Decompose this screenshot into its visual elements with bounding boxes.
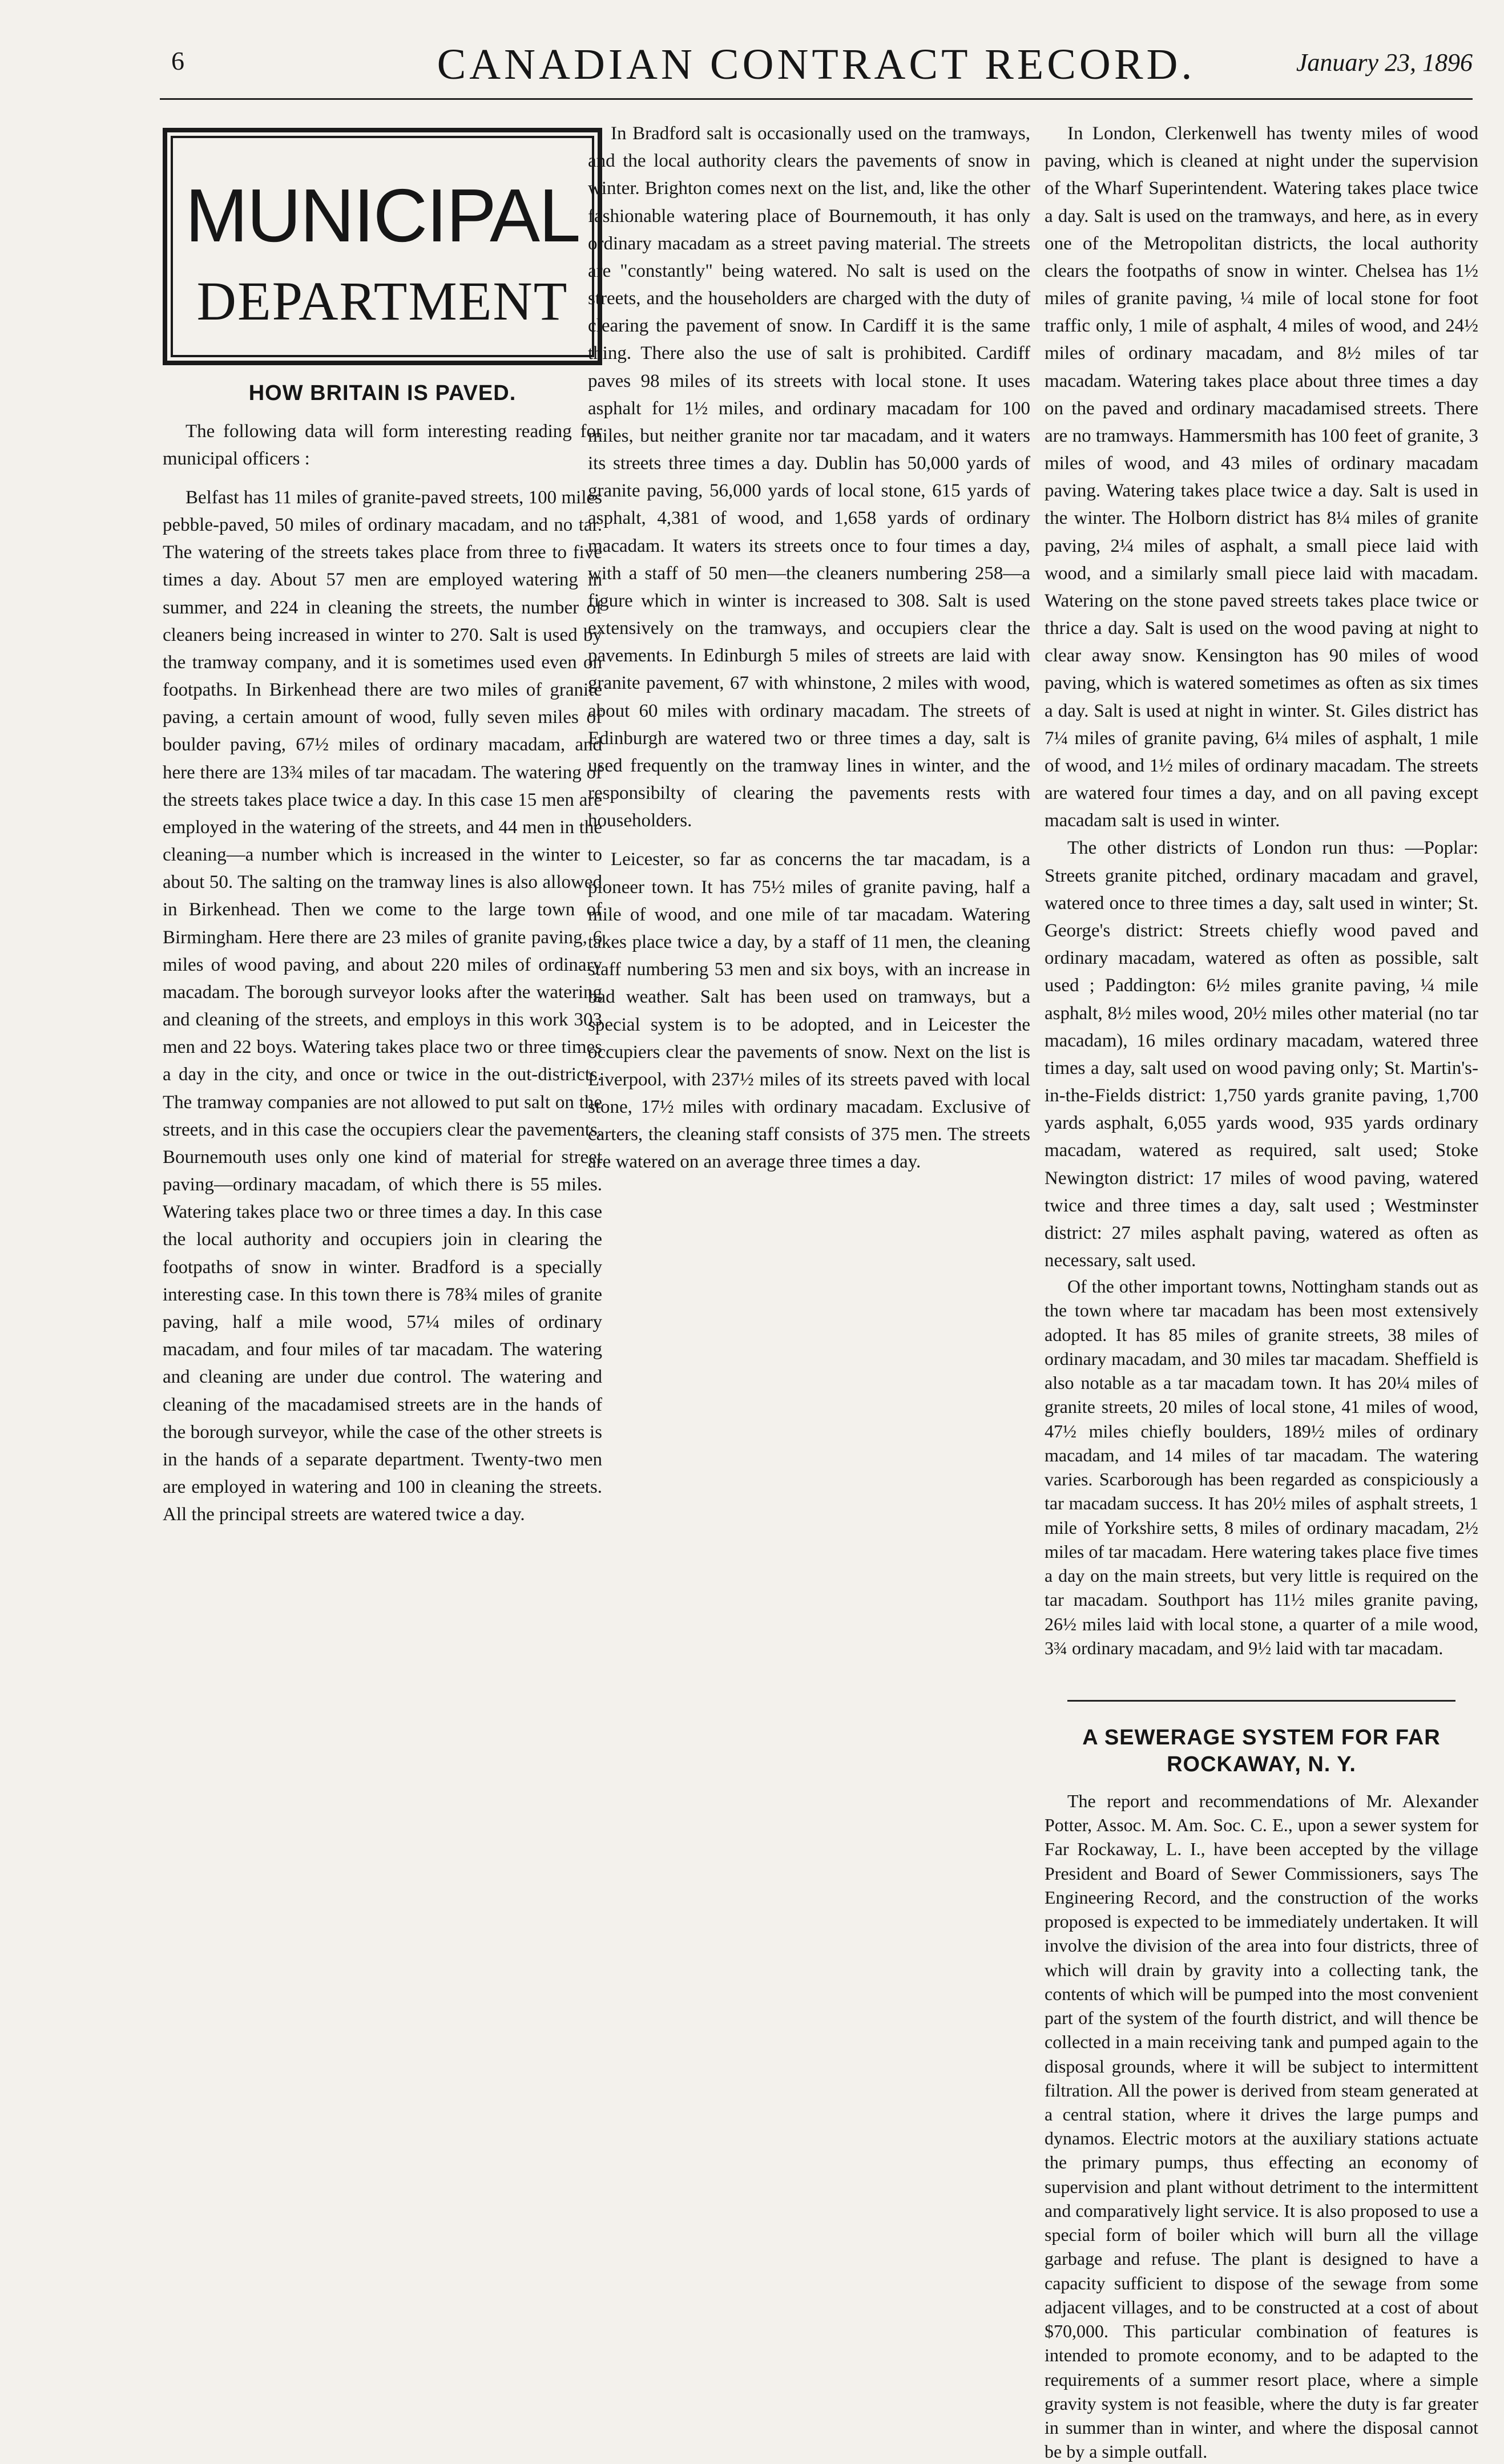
issue-date: January 23, 1896	[1296, 49, 1473, 76]
page-header	[160, 30, 1473, 100]
article-paragraph: In London, Clerkenwell has twenty miles of wood paving, which is cleaned at night under the supervision of the Wharf Superintendent. Watering takes place twice a day. Salt is used on the tramways, and here, as in every one of the Metropolitan districts, the local authority clears the footpaths of snow in winter. Chelsea has 1½ miles of granite paving, ¼ mile of local stone for foot traffic only, 1 mile of asphalt, 4 miles of wood, and 24½ miles of ordinary macadam, and 8½ miles of tar macadam. Watering takes place about three times a day on the paved and ordinary macadamised streets. There are no tramways. Hammersmith has 100 feet of granite, 3 miles of wood, and 43 miles of ordinary macadam paving. Watering takes place twice a day. Salt is used in the winter. The Holborn district has 8¼ miles of granite paving, 2¼ miles of asphalt, a small piece laid with wood, and a similarly small piece laid with macadam. Watering on the stone paved streets takes place twice or thrice a day. Salt is used on the wood paving at night to clear away snow. Kensington has 90 miles of wood paving, which is watered sometimes as often as six times a day. Salt is used at night in winter. St. Giles district has 7¼ miles of granite paving, 6¼ miles of asphalt, 1 mile of wood, and 1½ miles of ordinary macadam. The streets are watered four times a day, and on all paving except macadam salt is used in winter.	[1045, 123, 1478, 831]
department-banner	[163, 128, 602, 365]
article-paragraph: Leicester, so far as concerns the tar macadam, is a pioneer town. It has 75½ miles of granite paving, half a mile of wood, and one mile of tar macadam. Watering takes place twice a day, by a staff of 11 men, the cleaning staff numbering 53 men and six boys, with an increase in bad weather. Salt has been used on tramways, but a special system is to be adopted, and in Leicester the occupiers clear the pavements of snow. Next on the list is Liverpool, with 237½ miles of its streets paved with local stone, 17½ miles with ordinary macadam. Exclusive of carters, the cleaning staff consists of 375 men. The streets are watered on an average three times a day.	[588, 849, 1030, 1173]
column-3	[1045, 120, 1478, 2464]
article-paragraph: The other districts of London run thus: —Poplar: Streets granite pitched, ordinary macadam and gravel, watered once to three times a day, salt used in winter; St. George's district: Streets chiefly wood paved and ordinary macadam, watered as often as possible, salt used ; Paddington: 6½ miles granite paving, ¼ mile asphalt, 8½ miles wood, 20½ miles other material (no tar macadam), 16 miles ordinary macadam, watered three times a day, salt used on wood paving only; St. Martin's-in-the-Fields district: 1,750 yards granite paving, 1,700 yards asphalt, 6,055 yards wood, 935 yards ordinary macadam, watered as required, salt used; Stoke Newington district: 17 miles of wood paving, watered twice and three times a day, salt used ; Westminster district: 27 miles asphalt paving, watered as often as necessary, salt used.	[1045, 838, 1478, 1271]
page-number: 6	[171, 46, 184, 75]
article-paragraph: The report and recommendations of Mr. Alexander Potter, Assoc. M. Am. Soc. C. E., upon a sewer system for Far Rockaway, L. I., have been accepted by the village President and Board of Sewer Commissioners, says The Engineering Record, and the construction of the works proposed is expected to be immediately undertaken. It will involve the division of the area into four districts, three of which will drain by gravity into a collecting tank, the contents of which will be pumped into the most convenient part of the system of the fourth district, and will thence be collected in a main receiving tank and pumped again to the disposal grounds, where it will be subject to intermittent filtration. All the power is derived from steam generated at a central station, where it drives the large pumps and dynamos. Electric motors at the auxiliary stations actuate the primary pumps, thus effecting an economy of supervision and plant without detriment to the intermittent and comparatively light service. It is also proposed to use a special form of boiler which will burn all the village garbage and refuse. The plant is designed to have a capacity sufficient to dispose of the sewage from some adjacent villages, and to be constructed at a cost of about $70,000. This particular combination of features is intended to promote economy, and to be adapted to the requirements of a summer resort place, where a simple gravity system is not feasible, where the duty is far greater in summer than in winter, and where the disposal cannot be by a simple outfall.	[1045, 1790, 1478, 2462]
publication-title: CANADIAN CONTRACT RECORD.	[437, 41, 1196, 88]
article-paragraph: In Bradford salt is occasionally used on the tramways, and the local authority clears the pavements of snow in winter. Brighton comes next on the list, and, like the other fashionable watering place of Bournemouth, it has only ordinary macadam as a street paving material. The streets are "constantly" being watered. No salt is used on the streets, and the householders are charged with the duty of clearing the pavement of snow. In Cardiff it is the same thing. There also the use of salt is prohibited. Cardiff paves 98 miles of its streets with local stone. It uses asphalt for 1½ miles, and ordinary macadam for 100 miles, but neither granite nor tar macadam, and it waters its streets three times a day. Dublin has 50,000 yards of granite paving, 56,000 yards of local stone, 615 yards of asphalt, 4,381 of wood, and 1,658 yards of ordinary macadam. It waters its streets once to four times a day, with a staff of 50 men—the cleaners numbering 258—a figure which in winter is increased to 308. Salt is used extensively on the tramways, and occupiers clear the pavements. In Edinburgh 5 miles of streets are laid with granite pavement, 67 with whinstone, 2 miles with wood, about 60 miles with ordinary macadam. The streets of Edinburgh are watered two or three times a day, salt is used frequently on the tramway lines in winter, and the responsibilty of clearing the pavements rests with householders.	[588, 123, 1030, 831]
article-paragraph: Of the other important towns, Nottingham stands out as the town where tar macadam has been most extensively adopted. It has 85 miles of granite streets, 38 miles of ordinary macadam, and 30 miles tar macadam. Sheffield is also notable as a tar macadam town. It has 20¼ miles of granite streets, 20 miles of local stone, 41 miles of wood, 47½ miles chiefly boulders, 189½ miles of ordinary macadam, and 14 miles of tar macadam. The watering varies. Scarborough has been regarded as conspiciously a tar macadam success. It has 20½ miles of asphalt streets, 1 mile of Yorkshire setts, 8 miles of ordinary macadam, 2½ miles of tar macadam. Here watering takes place five times a day on the main streets, but very little is required on the tar macadam. Southport has 11½ miles granite paving, 26½ miles laid with local stone, a quarter of a mile wood, 3¾ ordinary macadam, and 9½ laid with tar macadam.	[1045, 1276, 1478, 1658]
banner-line-1: MUNICIPAL	[185, 173, 580, 257]
article-divider	[1067, 1700, 1455, 1702]
column-2	[588, 120, 1030, 1176]
article-heading: A SEWERAGE SYSTEM FOR FAR ROCKAWAY, N. Y.	[1082, 1725, 1441, 1777]
article-heading: HOW BRITAIN IS PAVED.	[248, 381, 517, 405]
article-paragraph: The following data will form interesting reading for municipal officers :	[163, 421, 602, 469]
column-1	[163, 120, 602, 1528]
banner-line-2: DEPARTMENT	[196, 270, 568, 332]
article-paragraph: Belfast has 11 miles of granite-paved streets, 100 miles pebble-paved, 50 miles of ordinary macadam, and no tar. The watering of the streets takes place from three to five times a day. About 57 men are employed watering in summer, and 224 in cleaning the streets, the number of cleaners being increased in winter to 270. Salt is used by the tramway company, and it is sometimes used even on footpaths. In Birkenhead there are two miles of granite paving, a certain amount of wood, fully seven miles of boulder paving, 67½ miles of ordinary macadam, and here there are 13¾ miles of tar macadam. The watering of the streets takes place twice a day. In this case 15 men are employed in the watering of the streets, and 44 men in the cleaning—a number which is increased in the winter to about 50. The salting on the tramway lines is also allowed in Birkenhead. Then we come to the large town of Birmingham. Here there are 23 miles of granite paving, 6 miles of wood paving, and about 220 miles of ordinary macadam. The borough surveyor looks after the watering and cleaning of the streets, and employs in this work 303 men and 22 boys. Watering takes place two or three times a day in the city, and once or twice in the out-districts. The tramway companies are not allowed to put salt on the streets, and in this case the occupiers clear the pavements. Bournemouth uses only one kind of material for street paving—ordinary macadam, of which there is 55 miles. Watering takes place two or three times a day. In this case the local authority and occupiers join in clearing the footpaths of snow in winter. Bradford is a specially interesting case. In this town there is 78¾ miles of granite paving, half a mile wood, 57¼ miles of ordinary macadam, and four miles of tar macadam. The watering and cleaning are under due control. The watering and cleaning of the macadamised streets are in the hands of the borough surveyor, while the case of the other streets is in the hands of a separate department. Twenty-two men are employed in watering and 100 in cleaning the streets. All the principal streets are watered twice a day.	[163, 487, 602, 1525]
